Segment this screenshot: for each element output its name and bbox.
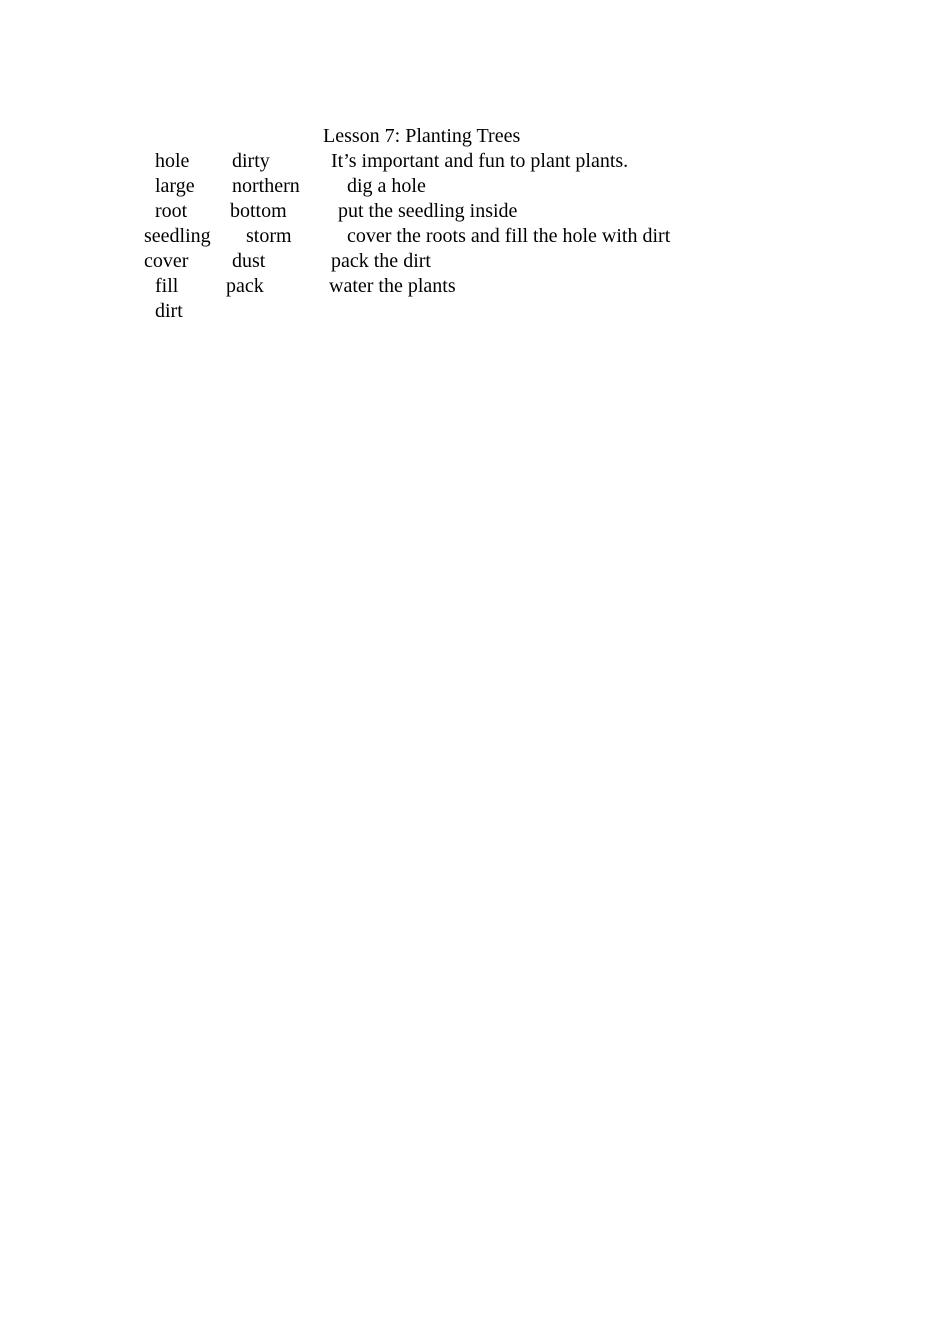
planting-step: pack the dirt [331, 250, 431, 272]
vocab-word: northern [232, 175, 300, 197]
vocab-word: cover [144, 250, 189, 272]
vocab-word: large [155, 175, 195, 197]
vocab-word: dirty [232, 150, 270, 172]
vocab-word: dust [232, 250, 266, 272]
planting-step: cover the roots and fill the hole with dirt [347, 225, 671, 247]
vocab-word: pack [226, 275, 264, 297]
vocab-word: seedling [144, 225, 211, 247]
vocab-word: dirt [155, 300, 183, 322]
planting-step: water the plants [329, 275, 456, 297]
planting-step: put the seedling inside [338, 200, 518, 222]
vocab-word: storm [246, 225, 292, 247]
vocab-word: fill [155, 275, 179, 297]
lesson-title: Lesson 7: Planting Trees [323, 125, 521, 147]
planting-step: It’s important and fun to plant plants. [331, 150, 629, 172]
vocab-word: hole [155, 150, 190, 172]
planting-step: dig a hole [347, 175, 426, 197]
vocab-word: bottom [230, 200, 287, 222]
vocab-word: root [155, 200, 188, 222]
